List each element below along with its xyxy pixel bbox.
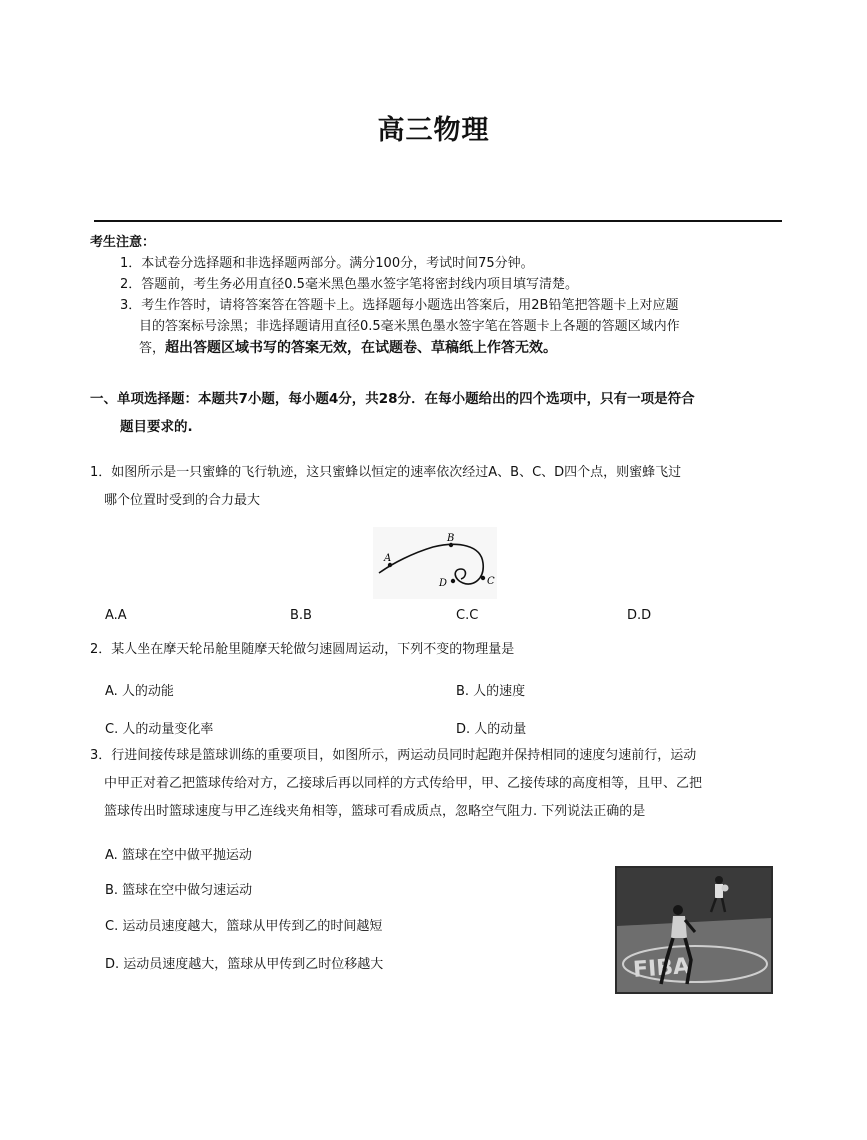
q3-option-b: B. 篮球在空中做匀速运动 [105,883,253,898]
q3-stem-line2: 中甲正对着乙把篮球传给对方，乙接球后再以同样的方式传给甲，甲、乙接传球的高度相等，且甲、乙把 [104,776,703,791]
notice-warning: 超出答题区域书写的答案无效，在试题卷、草稿纸上作答无效。 [165,340,558,356]
notice-item-3: 3．考生作答时，请将答案答在答题卡上。选择题每小题选出答案后，用2B铅笔把答题卡上对应题 [120,298,679,313]
q2-option-c: C. 人的动量变化率 [105,722,214,737]
header-rule [94,220,782,222]
section-heading-line2: 题目要求的. [120,419,193,435]
q1-stem-line2: 哪个位置时受到的合力最大 [104,493,261,508]
section-heading [90,385,785,441]
question-1 [90,459,790,515]
q2-option-d: D. 人的动量 [456,722,527,737]
q3-option-d: D. 运动员速度越大，篮球从甲传到乙时位移越大 [105,957,384,972]
svg-text:FIBA: FIBA [632,953,691,983]
q3-stem-line1: 3．行进间接传球是篮球训练的重要项目，如图所示，两运动员同时起跑并保持相同的速度匀速前行，运动 [90,748,697,763]
label-c: C [487,576,495,587]
page-title: 高三物理 [377,115,490,146]
q1-option-c: C.C [456,608,479,623]
q1-option-d: D.D [627,608,652,623]
notice-item-3-end-text: 答， [139,341,166,356]
q1-option-a: A.A [105,608,127,623]
question-3 [90,742,790,826]
question-2 [90,636,790,664]
label-a: A [384,553,392,564]
notice-heading: 考生注意： [90,235,156,250]
notice-item-1: 1．本试卷分选择题和非选择题两部分。满分100分，考试时间75分钟。 [120,256,534,271]
basketball-photo [615,866,773,994]
q2-stem: 2．某人坐在摩天轮吊舱里随摩天轮做匀速圆周运动，下列不变的物理量是 [90,642,515,657]
label-d: D [439,578,448,589]
label-b: B [447,533,455,544]
q1-option-b: B.B [290,608,312,623]
q2-option-a: A. 人的动能 [105,684,174,699]
bee-trajectory-figure [373,527,497,599]
notice-item-3-end [139,338,557,359]
q1-stem-line1: 1．如图所示是一只蜜蜂的飞行轨迹，这只蜜蜂以恒定的速率依次经过A、B、C、D四个点，则蜜蜂飞过 [90,465,682,480]
section-heading-line1: 一、单项选择题：本题共7小题，每小题4分，共28分．在每小题给出的四个选项中，只有一项是符合 [90,391,695,407]
q3-stem-line3: 篮球传出时篮球速度与甲乙连线夹角相等，篮球可看成质点，忽略空气阻力. 下列说法正确的是 [104,804,646,819]
q2-option-b: B. 人的速度 [456,684,526,699]
notice-item-2: 2．答题前，考生务必用直径0.5毫米黑色墨水签字笔将密封线内项目填写清楚。 [120,277,578,292]
q3-option-a: A. 篮球在空中做平抛运动 [105,848,252,863]
notice-item-3-cont: 目的答案标号涂黑；非选择题请用直径0.5毫米黑色墨水签字笔在答题卡上各题的答题区域内作 [139,319,680,334]
q3-option-c: C. 运动员速度越大，篮球从甲传到乙的时间越短 [105,919,383,934]
